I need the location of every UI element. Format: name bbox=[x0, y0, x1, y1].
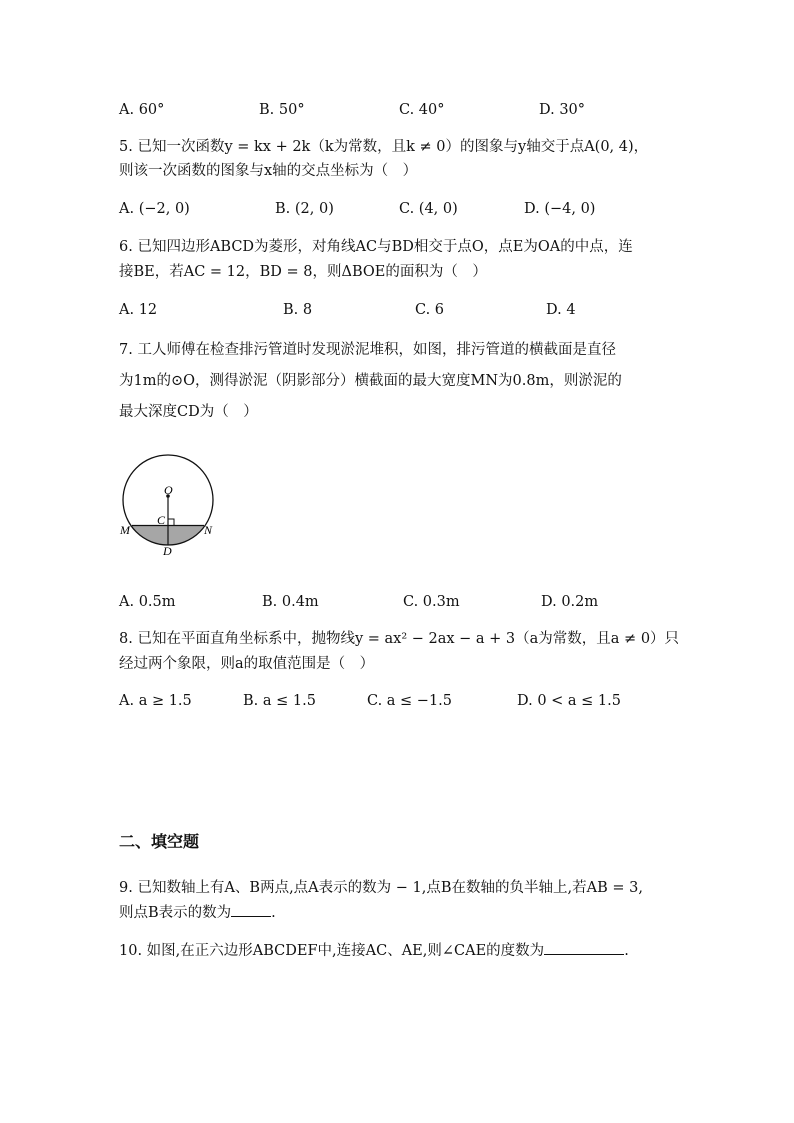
q5-option-d: D. (−4, 0) bbox=[524, 201, 596, 217]
q10-text-line1: 10. 如图,在正六边形ABCDEF中,连接AC、AE,则∠CAE的度数为 bbox=[119, 943, 545, 959]
q9-text-line1: 9. 已知数轴上有A、B两点,点A表示的数为 − 1,点B在数轴的负半轴上,若AB = 3, bbox=[119, 880, 643, 896]
label-m: M bbox=[120, 523, 130, 537]
q8-text-line2: 经过两个象限，则a的取值范围是（ ） bbox=[119, 656, 375, 672]
q8-option-d: D. 0 < a ≤ 1.5 bbox=[517, 693, 621, 709]
q8-text-line1: 8. 已知在平面直角坐标系中，抛物线y = ax² − 2ax − a + 3（a为常数，且a ≠ 0）只 bbox=[119, 631, 680, 647]
q9-answer-blank[interactable] bbox=[231, 902, 271, 917]
q5-option-a: A. (−2, 0) bbox=[119, 201, 190, 217]
q6-text-line2: 接BE，若AC = 12，BD = 8，则ΔBOE的面积为（ ） bbox=[119, 264, 487, 280]
q10-answer-blank[interactable] bbox=[544, 940, 624, 955]
q6-option-b: B. 8 bbox=[283, 302, 313, 318]
section-title-fill-in: 二、填空题 bbox=[119, 832, 200, 851]
q8-option-b: B. a ≤ 1.5 bbox=[243, 693, 316, 709]
q7-text-line3: 最大深度CD为（ ） bbox=[119, 404, 258, 420]
q7-option-a: A. 0.5m bbox=[119, 594, 176, 610]
q6-option-a: A. 12 bbox=[119, 302, 158, 318]
q5-option-c: C. (4, 0) bbox=[399, 201, 458, 217]
q6-text-line1: 6. 已知四边形ABCD为菱形，对角线AC与BD相交于点O，点E为OA的中点，连 bbox=[119, 239, 633, 255]
right-angle-mark bbox=[168, 519, 174, 526]
q5-text-line2: 则该一次函数的图象与x轴的交点坐标为（ ） bbox=[119, 163, 418, 179]
pipe-cross-section-figure bbox=[112, 452, 227, 562]
q4-option-c: C. 40° bbox=[399, 102, 445, 118]
q8-option-a: A. a ≥ 1.5 bbox=[119, 693, 192, 709]
q7-option-d: D. 0.2m bbox=[541, 594, 599, 610]
q6-option-c: C. 6 bbox=[415, 302, 445, 318]
q8-option-c: C. a ≤ −1.5 bbox=[367, 693, 453, 709]
label-n: N bbox=[204, 523, 213, 537]
q5-option-b: B. (2, 0) bbox=[275, 201, 334, 217]
q4-option-d: D. 30° bbox=[539, 102, 586, 118]
q7-option-c: C. 0.3m bbox=[403, 594, 460, 610]
q5-text-line1: 5. 已知一次函数y = kx + 2k（k为常数，且k ≠ 0）的图象与y轴交于点A(0, 4)， bbox=[119, 139, 649, 155]
q7-option-b: B. 0.4m bbox=[262, 594, 319, 610]
q10-text-wrap: 10. 如图,在正六边形ABCDEF中,连接AC、AE,则∠CAE的度数为 . bbox=[119, 940, 629, 961]
q7-text-line1: 7. 工人师傅在检查排污管道时发现淤泥堆积，如图，排污管道的横截面是直径 bbox=[119, 342, 616, 358]
label-c: C bbox=[157, 513, 166, 527]
q9-text-line2-wrap: 则点B表示的数为 . bbox=[119, 902, 276, 923]
q4-option-b: B. 50° bbox=[259, 102, 305, 118]
q6-option-d: D. 4 bbox=[546, 302, 576, 318]
q7-text-line2: 为1m的⊙O，测得淤泥（阴影部分）横截面的最大宽度MN为0.8m，则淤泥的 bbox=[119, 373, 622, 389]
q4-option-a: A. 60° bbox=[119, 102, 165, 118]
q9-text-line2: 则点B表示的数为 bbox=[119, 905, 232, 921]
label-o: O bbox=[164, 483, 173, 497]
label-d: D bbox=[163, 544, 172, 558]
